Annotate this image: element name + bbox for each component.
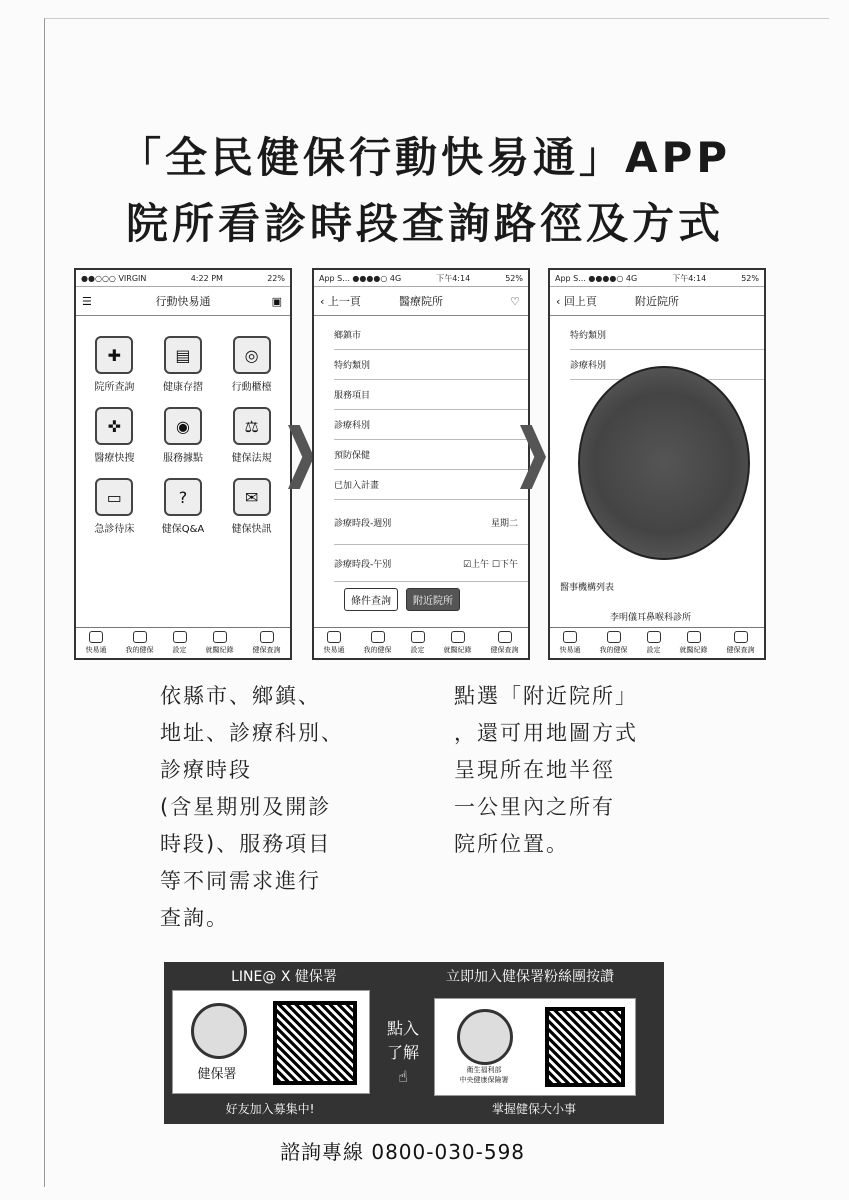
nav-title: 行動快易通 [155,295,211,308]
feature-regulations[interactable]: ⚖ 健保法規 [217,407,286,464]
tab-records[interactable]: 就醫紀錄 [206,631,234,655]
tab-my-insurance[interactable]: 我的健保 [600,631,628,655]
tab-bar [76,627,290,658]
globe-icon [498,631,512,643]
filter-joined-plan[interactable]: 已加入計畫 [334,470,528,500]
filter-contract-type[interactable]: 特約類別 [570,320,764,350]
filter-list [314,316,528,582]
calendar-icon [213,631,227,643]
location-pin-icon: ◉ [164,407,202,445]
tab-bar [550,627,764,658]
gear-icon [173,631,187,643]
description-left: 依縣市、鄉鎮、 地址、診療科別、 診療時段 (含星期別及開診 時段)、服務項目 等不同需求進行 查詢。 [160,684,344,930]
time-text: 4:22 PM [190,273,223,283]
filter-weekday[interactable]: 診療時段-週別 星期二 [334,500,528,545]
medical-icon: ✜ [95,407,133,445]
calendar-icon [451,631,465,643]
nearby-map[interactable] [578,366,750,560]
back-button[interactable]: ‹ 回上頁 [556,295,597,308]
line-title: LINE@ X 健保署 [231,969,337,985]
back-button[interactable]: ‹ 上一頁 [320,295,361,308]
page-title-line2: 院所看診時段查詢路徑及方式 [125,199,724,248]
tab-records[interactable]: 就醫紀錄 [444,631,472,655]
tab-settings[interactable]: 設定 [173,631,187,655]
feature-health-passbook[interactable]: ▤ 健康存摺 [149,336,218,393]
tab-query[interactable]: 健保查詢 [253,631,281,655]
clinic-name[interactable]: 李明儀耳鼻喉科診所 [610,613,692,623]
globe-icon [260,631,274,643]
question-icon: ? [164,478,202,516]
home-icon [327,631,341,643]
tab-bar [314,627,528,658]
feature-medical-search[interactable]: ✜ 醫療快搜 [80,407,149,464]
nav-title: 醫療院所 [399,295,443,308]
nav-title: 附近院所 [635,295,679,308]
news-icon: ✉ [233,478,271,516]
home-icon [89,631,103,643]
heart-icon[interactable]: ♡ [510,294,520,308]
filter-service-item[interactable]: 服務項目 [334,380,528,410]
tab-query[interactable]: 健保查詢 [491,631,519,655]
filter-township[interactable]: 鄉鎮市 [334,320,528,350]
nhi-logo-icon [191,1003,247,1059]
org-name: 衛生福利部 中央健康保險署 [459,1066,509,1084]
hotline-text: 諮詢專線 0800-030-598 [280,1140,526,1164]
nav-bar [550,287,764,316]
weekday-value: 星期二 [490,518,518,529]
fanpage-qr-code[interactable] [545,1007,625,1087]
battery-text: 22% [267,273,285,283]
menu-icon[interactable]: ☰ [82,294,92,308]
chat-icon [133,631,147,643]
tab-home[interactable]: 快易通 [324,631,345,655]
tab-my-insurance[interactable]: 我的健保 [126,631,154,655]
status-bar [76,270,290,287]
pm-checkbox[interactable]: ☐ [491,559,500,570]
feature-grid [76,316,290,535]
home-icon [563,631,577,643]
line-qr-code[interactable] [273,1001,357,1085]
tab-my-insurance[interactable]: 我的健保 [364,631,392,655]
feature-service-location[interactable]: ◉ 服務據點 [149,407,218,464]
button-row [344,588,460,611]
phone-screenshot-home [74,268,292,660]
chat-icon [607,631,621,643]
nearby-clinics-button[interactable]: 附近院所 [406,588,460,611]
chat-icon [371,631,385,643]
gear-icon [411,631,425,643]
nhi-logo-icon [457,1009,513,1065]
line-account-name: 健保署 [197,1067,237,1082]
am-checkbox[interactable]: ☑ [462,559,472,570]
hospital-icon: ✚ [95,336,133,374]
description-right: 點選「附近院所」 ，還可用地圖方式 呈現所在地半徑 一公里內之所有 院所位置。 [454,684,638,856]
fanpage-card [434,998,636,1096]
feature-qa[interactable]: ? 健保Q&A [149,478,218,535]
phone-screenshot-search [312,268,530,660]
tab-home[interactable]: 快易通 [86,631,107,655]
status-bar: App S... ●●●●○ 4G 下午4:14 52% [550,270,764,287]
globe-icon [734,631,748,643]
tab-settings[interactable]: 設定 [411,631,425,655]
tab-records[interactable]: 就醫紀錄 [680,631,708,655]
tab-query[interactable]: 健保查詢 [727,631,755,655]
carrier-text: ●●○○○ VIRGIN [81,273,147,283]
pointer-hand-icon: ☝ [398,1067,408,1086]
filter-session: 診療時段-午別 ☑上午 ☐下午 [334,545,528,582]
line-footer: 好友加入募集中! [225,1102,315,1116]
counter-icon: ◎ [233,336,271,374]
tab-home[interactable]: 快易通 [560,631,581,655]
filter-department[interactable]: 診療科別 [570,350,764,380]
bed-icon: ▭ [95,478,133,516]
line-card [172,990,370,1094]
fanpage-title: 立即加入健保署粉絲團按讚 [446,969,614,985]
feature-news[interactable]: ✉ 健保快訊 [217,478,286,535]
feature-mobile-counter[interactable]: ◎ 行動櫃檯 [217,336,286,393]
nav-bar [314,287,528,316]
page-title-line1: 「全民健保行動快易通」APP [118,133,732,182]
promo-banner [164,962,664,1124]
calendar-icon [687,631,701,643]
nav-bar [76,287,290,316]
click-to-learn-button[interactable]: 點入 了解 ☝ [386,1019,419,1086]
tab-settings[interactable]: 設定 [647,631,661,655]
passbook-icon: ▤ [164,336,202,374]
gavel-icon: ⚖ [233,407,271,445]
settings-icon[interactable]: ▣ [271,294,282,308]
clinic-list-label: 醫事機構列表 [560,583,615,593]
feature-er-beds[interactable]: ▭ 急診待床 [80,478,149,535]
phone-screenshot-map [548,268,766,660]
gear-icon [647,631,661,643]
filter-preventive[interactable]: 預防保健 [334,440,528,470]
status-bar: App S... ●●●●○ 4G 下午4:14 52% [314,270,528,287]
feature-clinic-search[interactable]: ✚ 院所查詢 [80,336,149,393]
filter-contract-type[interactable]: 特約類別 [334,350,528,380]
condition-search-button[interactable]: 條件查詢 [344,588,398,611]
fanpage-footer: 掌握健保大小事 [491,1102,576,1116]
filter-department[interactable]: 診療科別 [334,410,528,440]
